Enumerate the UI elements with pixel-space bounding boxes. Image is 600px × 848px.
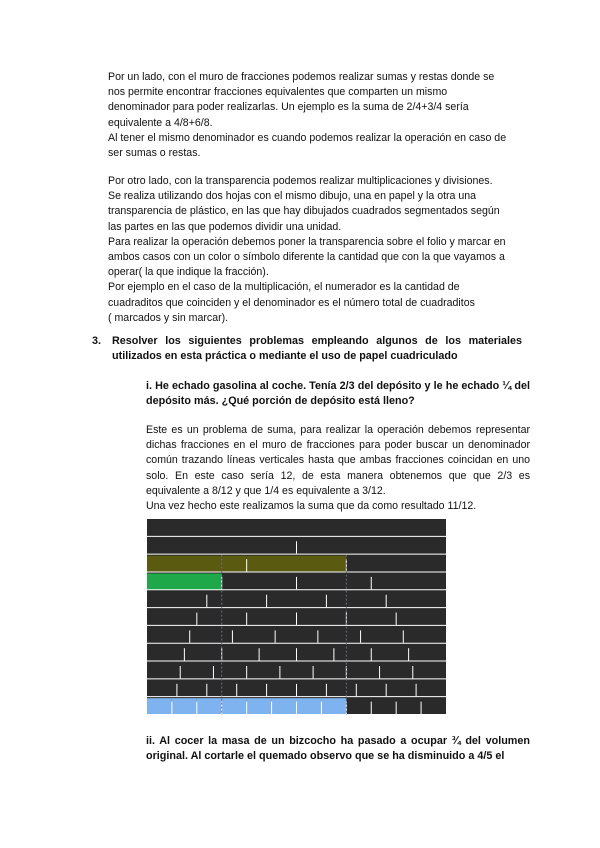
- wall-marked-cell: [147, 573, 222, 589]
- wall-marked-cell: [147, 556, 247, 572]
- wall-marked-cell: [147, 698, 172, 714]
- fraction-wall-drawing: [147, 519, 446, 715]
- text-line: equivalente a 4/8+6/8.: [108, 116, 213, 129]
- wall-marked-cell: [247, 556, 347, 572]
- paragraph-transparencia: [108, 174, 530, 326]
- text-line: Al tener el mismo denominador es cuando podemos realizar la operación en caso de: [108, 131, 507, 144]
- problem-2-title: ii. Al cocer la masa de un bizcocho ha pasado a ocupar ¾ del volumen original. Al cortarle el quemado observo que se ha disminuido a 4/5 el: [146, 735, 530, 763]
- problem-1-result: Una vez hecho este realizamos la suma que da como resultado 11/12.: [146, 500, 477, 513]
- text-line: Por otro lado, con la transparencia podemos realizar multiplicaciones y divisiones.: [108, 175, 493, 187]
- text-line: operar( la que indique la fracción).: [108, 266, 269, 279]
- text-line: las partes en las que podemos dividir una unidad.: [108, 220, 342, 233]
- text-line: ambos casos con un color o símbolo diferente la cantidad que con la que vayamos a: [108, 251, 505, 264]
- wall-marked-cell: [321, 698, 346, 714]
- section-3-heading: [92, 334, 530, 364]
- wall-marked-cell: [197, 698, 222, 714]
- text-line: Se realiza utilizando dos hojas con el mismo dibujo, una en papel y la otra una: [108, 190, 477, 203]
- problem-1-title: i. He echado gasolina al coche. Tenía 2/3 del depósito y le he echado ¼ del depósito más. ¿Qué porción de depósito está lleno?: [146, 380, 530, 408]
- section-number: 3.: [92, 335, 102, 347]
- text-line: cuadraditos que coinciden y el denominador es el número total de cuadraditos: [108, 296, 475, 309]
- wall-marked-cell: [247, 698, 272, 714]
- text-line: Para realizar la operación debemos poner la transparencia sobre el folio y marcar en: [108, 235, 506, 248]
- wall-marked-cell: [272, 698, 297, 714]
- problem-1-explanation: Este es un problema de suma, para realizar la operación debemos representar dichas fracciones en el muro de fracciones para poder buscar un denominador común trazando líneas verticales hasta que ambas fracciones coincidan en uno solo. En este caso sería 12, de esta manera obtenemos que que 2/3 es equivalente a 8/12 y que 1/4 es equivalente a 3/12.: [146, 424, 530, 497]
- text-line: denominador para poder realizarlas. Un ejemplo es la suma de 2/4+3/4 sería: [108, 101, 469, 114]
- text-line: Por ejemplo en el caso de la multiplicación, el numerador es la cantidad de: [108, 281, 460, 294]
- problem-1-body: [146, 423, 530, 514]
- text-line: nos permite encontrar fracciones equivalentes que comparten un mismo: [108, 86, 448, 99]
- text-line: ser sumas o restas.: [108, 147, 201, 160]
- paragraph-muro-fracciones: [108, 70, 530, 161]
- text-line: ( marcados y sin marcar).: [108, 311, 229, 324]
- fraction-wall: [147, 519, 446, 715]
- wall-marked-cell: [297, 698, 322, 714]
- wall-marked-cell: [172, 698, 197, 714]
- text-line: Por un lado, con el muro de fracciones podemos realizar sumas y restas donde se: [108, 71, 495, 83]
- wall-marked-cell: [222, 698, 247, 714]
- text-line: transparencia de plástico, en las que hay dibujados cuadrados segmentados según: [108, 205, 500, 218]
- section-title: Resolver los siguientes problemas empleando algunos de los materiales utilizados en esta práctica o mediante el uso de papel cuadriculado: [112, 335, 522, 363]
